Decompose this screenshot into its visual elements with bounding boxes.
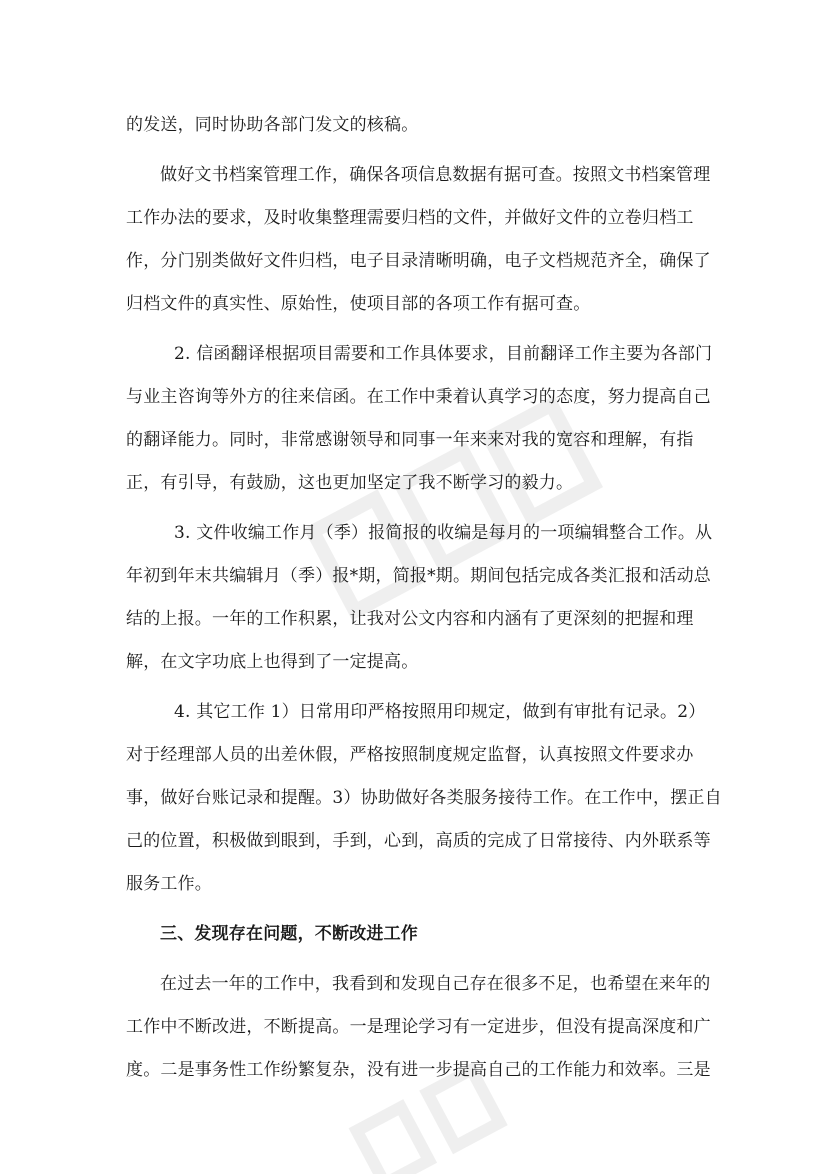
section-heading: 三、发现存在问题，不断改进工作 <box>160 924 418 944</box>
text-line: 工作中不断改进，不断提高。一是理论学习有一定进步，但没有提高深度和广 <box>126 1017 711 1037</box>
text-line: 度。二是事务性工作纷繁复杂，没有进一步提高自己的工作能力和效率。三是 <box>126 1060 711 1080</box>
text-line: 做好文书档案管理工作，确保各项信息数据有据可查。按照文书档案管理 <box>160 165 711 185</box>
text-line: 的翻译能力。同时，非常感谢领导和同事一年来来对我的宽容和理解，有指 <box>126 430 694 450</box>
text-line: 3. 文件收编工作月（季）报简报的收编是每月的一项编辑整合工作。从 <box>174 523 713 543</box>
text-line: 对于经理部人员的出差休假，严格按照制度规定监督，认真按照文件要求办 <box>126 745 694 765</box>
text-line: 的发送，同时协助各部门发文的核稿。 <box>126 115 419 135</box>
text-line: 年初到年末共编辑月（季）报*期，简报*期。期间包括完成各类汇报和活动总 <box>126 566 711 586</box>
text-line: 与业主咨询等外方的往来信函。在工作中秉着认真学习的态度，努力提高自己 <box>126 387 711 407</box>
document-body <box>126 104 722 1092</box>
text-line: 工作办法的要求，及时收集整理需要归档的文件，并做好文件的立卷归档工 <box>126 208 694 228</box>
text-line: 4. 其它工作 1）日常用印严格按照用印规定，做到有审批有记录。2） <box>174 702 706 722</box>
text-line: 在过去一年的工作中，我看到和发现自己存在很多不足，也希望在来年的 <box>160 974 711 994</box>
text-line: 2. 信函翻译根据项目需要和工作具体要求，目前翻译工作主要为各部门 <box>174 344 713 364</box>
text-line: 解，在文字功底上也得到了一定提高。 <box>126 652 419 672</box>
text-line: 正，有引导，有鼓励，这也更加坚定了我不断学习的毅力。 <box>126 473 574 493</box>
text-line: 事，做好台账记录和提醒。3）协助做好各类服务接待工作。在工作中，摆正自 <box>126 788 722 808</box>
text-line: 归档文件的真实性、原始性，使项目部的各项工作有据可查。 <box>126 294 591 314</box>
text-line: 服务工作。 <box>126 874 212 894</box>
text-line: 己的位置，积极做到眼到，手到，心到，高质的完成了日常接待、内外联系等 <box>126 831 711 851</box>
text-line: 结的上报。一年的工作积累，让我对公文内容和内涵有了更深刻的把握和理 <box>126 609 694 629</box>
text-line: 作，分门别类做好文件归档，电子目录清晰明确，电子文档规范齐全，确保了 <box>126 251 711 271</box>
